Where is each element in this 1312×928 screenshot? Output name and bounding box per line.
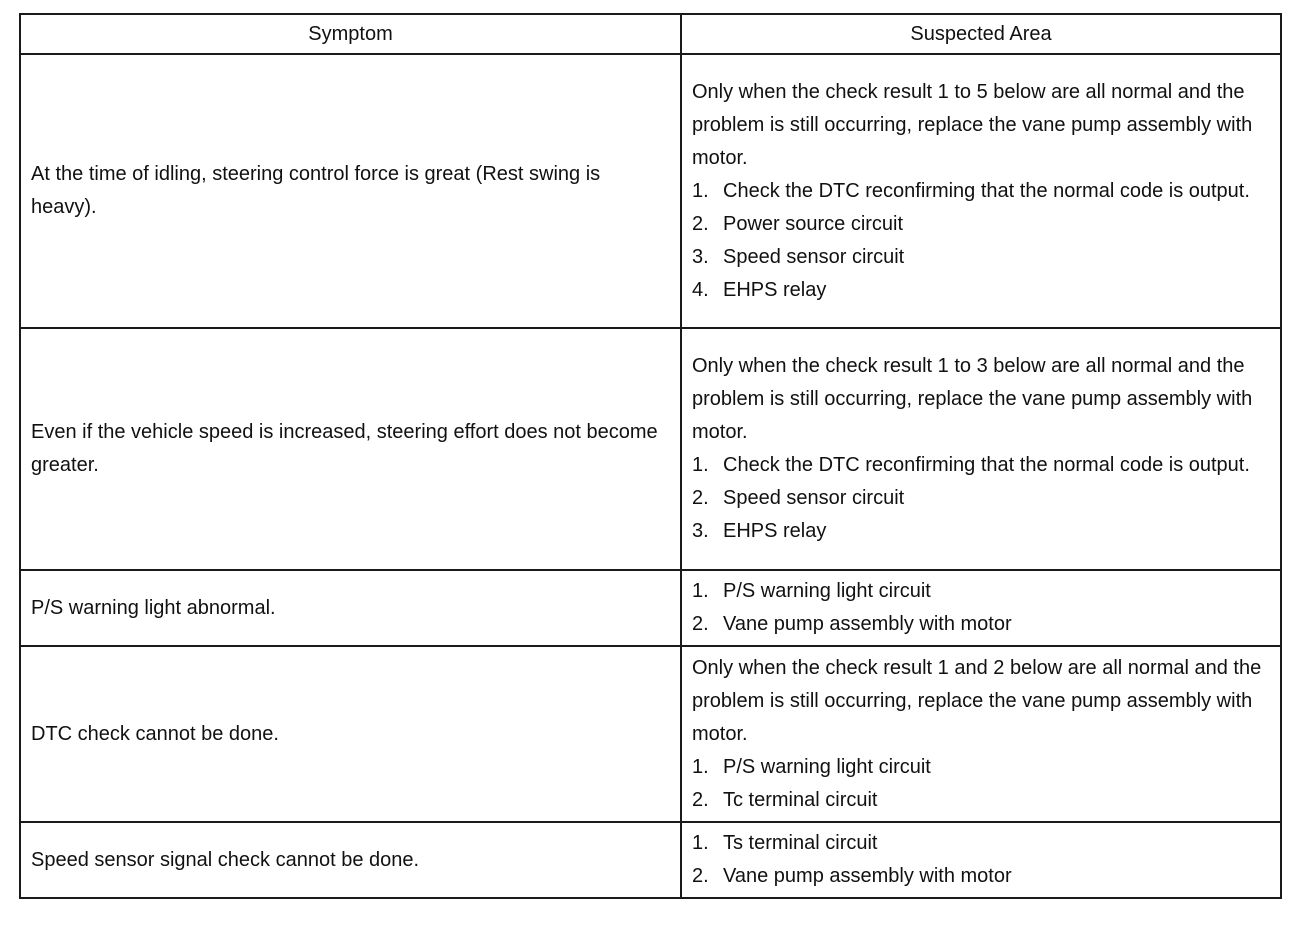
list-item: [692, 575, 1270, 608]
list-number: 1.: [692, 179, 709, 202]
symptom-cell: P/S warning light abnormal.: [20, 570, 681, 646]
suspected-area-intro: Only when the check result 1 to 5 below are all normal and the problem is still occurring, replace the vane pump assembly with motor.: [692, 80, 1253, 169]
list-text: Speed sensor circuit: [723, 245, 905, 268]
table-row: [20, 570, 1281, 646]
list-text: EHPS relay: [723, 520, 827, 542]
list-number: 1.: [692, 580, 709, 602]
list-text: P/S warning light circuit: [723, 580, 931, 602]
list-number: 3.: [692, 520, 709, 542]
list-item: [692, 827, 1270, 860]
list-text: Check the DTC reconfirming that the normal code is output.: [723, 179, 1250, 202]
list-text: P/S warning light circuit: [723, 755, 931, 778]
symptom-cell: Even if the vehicle speed is increased, steering effort does not become greater.: [20, 328, 681, 570]
list-item: [692, 751, 1270, 784]
check-list: [692, 575, 1270, 641]
suspected-area-cell: [681, 328, 1281, 570]
list-text: Speed sensor circuit: [723, 487, 905, 509]
list-number: 2.: [692, 788, 709, 811]
list-text: Vane pump assembly with motor: [723, 613, 1012, 635]
suspected-area-intro: Only when the check result 1 and 2 below are all normal and the problem is still occurring, replace the vane pump assembly with motor.: [692, 656, 1262, 745]
suspected-area-cell: [681, 822, 1281, 898]
list-number: 3.: [692, 245, 709, 268]
list-number: 1.: [692, 454, 709, 476]
list-number: 2.: [692, 865, 709, 887]
table-row: [20, 646, 1281, 822]
check-list: [692, 449, 1270, 548]
list-item: [692, 784, 1270, 817]
symptom-cell: DTC check cannot be done.: [20, 646, 681, 822]
symptom-cell: At the time of idling, steering control force is great (Rest swing is heavy).: [20, 54, 681, 328]
list-text: Check the DTC reconfirming that the normal code is output.: [723, 454, 1250, 476]
suspected-area-cell: [681, 54, 1281, 328]
list-number: 1.: [692, 832, 709, 854]
check-list: [692, 175, 1270, 307]
table-row: [20, 54, 1281, 328]
list-number: 2.: [692, 212, 709, 235]
suspected-area-intro: Only when the check result 1 to 3 below are all normal and the problem is still occurring, replace the vane pump assembly with motor.: [692, 355, 1253, 443]
list-number: 2.: [692, 613, 709, 635]
symptom-cell: Speed sensor signal check cannot be done.: [20, 822, 681, 898]
list-item: [692, 274, 1270, 307]
list-item: [692, 175, 1270, 208]
check-list: [692, 827, 1270, 893]
list-item: [692, 608, 1270, 641]
table-row: [20, 822, 1281, 898]
check-list: [692, 751, 1270, 817]
list-text: Power source circuit: [723, 212, 904, 235]
list-number: 2.: [692, 487, 709, 509]
problem-symptoms-table: [19, 13, 1282, 899]
list-item: [692, 208, 1270, 241]
list-text: Tc terminal circuit: [723, 788, 878, 811]
list-number: 1.: [692, 755, 709, 778]
list-text: EHPS relay: [723, 278, 827, 301]
list-text: Vane pump assembly with motor: [723, 865, 1012, 887]
list-item: [692, 860, 1270, 893]
header-symptom: Symptom: [20, 14, 681, 54]
header-suspected-area: Suspected Area: [681, 14, 1281, 54]
suspected-area-cell: [681, 570, 1281, 646]
header-row: [20, 14, 1281, 54]
list-item: [692, 515, 1270, 548]
list-text: Ts terminal circuit: [723, 832, 878, 854]
suspected-area-cell: [681, 646, 1281, 822]
list-number: 4.: [692, 278, 709, 301]
list-item: [692, 241, 1270, 274]
list-item: [692, 482, 1270, 515]
table-row: [20, 328, 1281, 570]
list-item: [692, 449, 1270, 482]
